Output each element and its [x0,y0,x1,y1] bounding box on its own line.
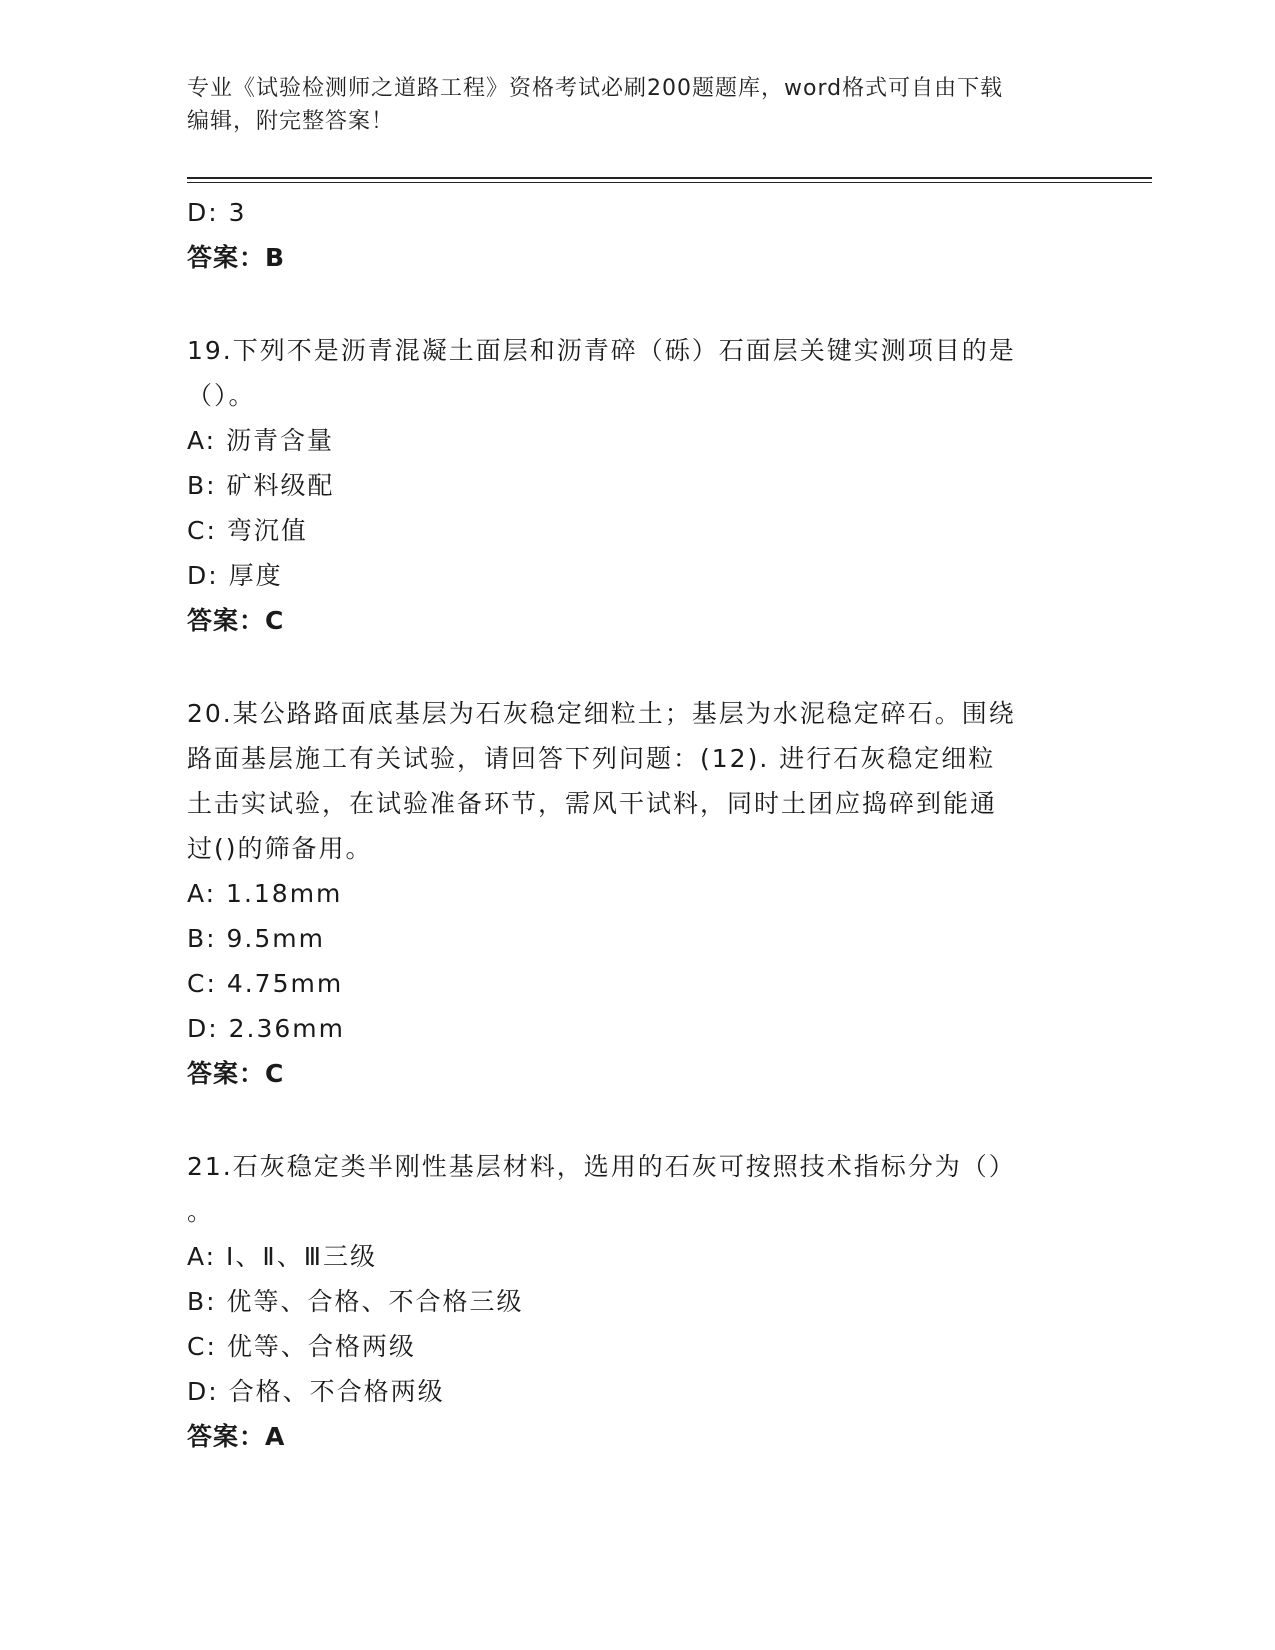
option-c: C: 弯沉值 [187,516,308,545]
answer-line: 答案：B [187,243,286,272]
stem-line: 20.某公路路面底基层为石灰稳定细粒土；基层为水泥稳定碎石。围绕 [187,699,1016,728]
option-c: C: 优等、合格两级 [187,1332,416,1361]
header-line-1: 专业《试验检测师之道路工程》资格考试必刷200题题库，word格式可自由下载 [187,76,1004,101]
answer-line: 答案：C [187,606,285,635]
option-d: D: 3 [187,198,247,227]
question-stem [187,1144,1087,1234]
header-divider-thin [187,182,1152,183]
answer-line: 答案：A [187,1422,286,1451]
stem-line: 路面基层施工有关试验，请回答下列问题：(12). 进行石灰稳定细粒 [187,744,996,773]
question-stem [187,691,1087,871]
stem-line: 19.下列不是沥青混凝土面层和沥青碎（砾）石面层关键实测项目的是 [187,336,1016,365]
option-d: D: 厚度 [187,561,283,590]
option-d: D: 合格、不合格两级 [187,1377,445,1406]
option-a: A: 1.18mm [187,879,343,908]
question-21 [187,1144,1087,1459]
question-stem [187,328,1087,418]
option-b: B: 矿料级配 [187,471,335,500]
option-c: C: 4.75mm [187,969,344,998]
document-body [187,190,1087,1459]
header-line-2: 编辑，附完整答案！ [187,109,395,134]
option-d: D: 2.36mm [187,1014,345,1043]
header-divider-thick [187,177,1152,179]
stem-line: 。 [187,1197,215,1226]
answer-line: 答案：C [187,1059,285,1088]
option-a: A: 沥青含量 [187,426,335,455]
stem-line: （）。 [187,381,256,410]
stem-line: 21.石灰稳定类半刚性基层材料，选用的石灰可按照技术指标分为（） [187,1152,1016,1181]
option-b: B: 优等、合格、不合格三级 [187,1287,524,1316]
previous-question-tail [187,190,1087,280]
option-a: A: Ⅰ、Ⅱ、Ⅲ三级 [187,1242,377,1271]
question-20 [187,691,1087,1096]
stem-line: 过()的筛备用。 [187,834,373,863]
page-header [187,72,1087,138]
question-19 [187,328,1087,643]
option-b: B: 9.5mm [187,924,325,953]
stem-line: 土击实试验，在试验准备环节，需风干试料，同时土团应捣碎到能通 [187,789,998,818]
